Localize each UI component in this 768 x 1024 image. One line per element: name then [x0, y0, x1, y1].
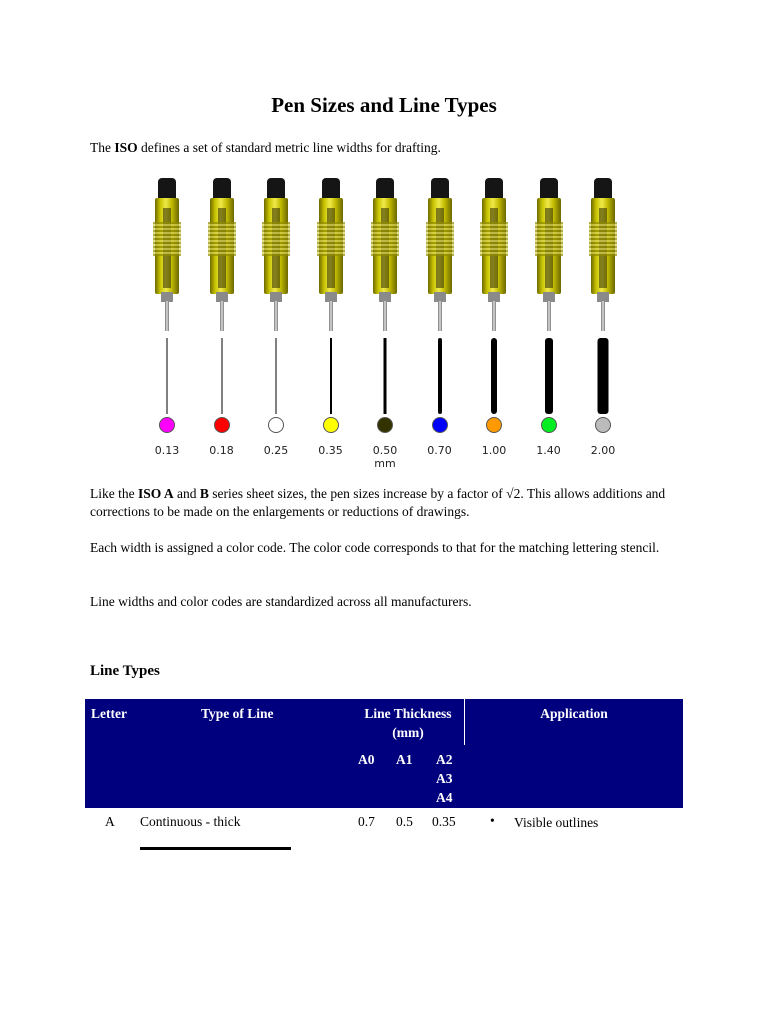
pen-size-label: 0.18	[209, 444, 234, 457]
line-width-sample	[276, 338, 277, 414]
intro-iso: ISO	[114, 140, 138, 155]
header-letter: Letter	[91, 706, 127, 721]
technical-pen-icon	[210, 178, 234, 334]
technical-pen-icon	[428, 178, 452, 334]
technical-pen-icon	[591, 178, 615, 334]
row-application: Visible outlines	[514, 815, 599, 830]
color-code-dot	[159, 417, 175, 433]
header-a1: A1	[396, 752, 413, 767]
pen-size-label: 0.35	[318, 444, 343, 457]
pen-0-35	[304, 178, 358, 478]
technical-pen-icon	[155, 178, 179, 334]
pen-size-chart	[140, 178, 630, 478]
row-type-of-line: Continuous - thick	[140, 814, 241, 829]
header-a3: A3	[436, 771, 453, 786]
sizes-text-1: Like the	[90, 486, 138, 501]
color-code-dot	[268, 417, 284, 433]
pen-0-13	[140, 178, 194, 478]
line-width-sample	[491, 338, 497, 414]
technical-pen-icon	[264, 178, 288, 334]
color-code-dot	[486, 417, 502, 433]
unit-label: mm	[374, 457, 396, 470]
header-line-thickness: Line Thickness (mm)	[364, 706, 452, 740]
pen-size-label: 0.13	[154, 444, 180, 457]
header-a2: A2	[436, 752, 453, 767]
line-sample-continuous-thick	[140, 847, 291, 850]
color-code-dot	[377, 417, 393, 433]
line-width-sample	[438, 338, 442, 414]
technical-pen-icon	[537, 178, 561, 334]
row-a2-a4: 0.35	[432, 814, 456, 829]
header-a0: A0	[358, 752, 375, 767]
line-width-sample	[167, 338, 168, 414]
pen-size-label: 2.00	[590, 444, 616, 457]
pen-1-00	[467, 178, 521, 478]
line-types-heading: Line Types	[90, 663, 160, 679]
color-code-dot	[432, 417, 448, 433]
pen-0-70	[413, 178, 467, 478]
line-width-sample	[384, 338, 387, 414]
standardized-paragraph: Line widths and color codes are standardized across all manufacturers.	[90, 594, 472, 609]
pen-size-label: 0.25	[263, 444, 289, 457]
intro-text-before: The	[90, 140, 115, 155]
color-code-dot	[541, 417, 557, 433]
page-title: Pen Sizes and Line Types	[271, 93, 497, 117]
pen-size-label: 1.40	[536, 444, 561, 457]
pen-size-label: 0.50	[372, 444, 398, 457]
row-a0: 0.7	[358, 814, 375, 829]
line-width-sample	[545, 338, 553, 414]
color-code-paragraph: Each width is assigned a color code. The color code corresponds to that for the matching lettering stencil.	[90, 540, 660, 555]
pen-0-18	[195, 178, 249, 478]
technical-pen-icon	[482, 178, 506, 334]
line-width-sample	[598, 338, 609, 414]
header-type-of-line: Type of Line	[201, 706, 274, 721]
pen-2-00	[576, 178, 630, 478]
pen-size-label: 1.00	[481, 444, 507, 457]
table-header	[85, 699, 683, 808]
sizes-iso-a: ISO A	[137, 486, 174, 501]
sizes-text-3: series sheet sizes, the pen sizes increase by a factor of √2. This allows additions and corrections to be made on the enlargements or reductions of drawings.	[90, 486, 666, 519]
line-width-sample	[221, 338, 222, 414]
pen-1-40	[522, 178, 576, 478]
color-code-dot	[595, 417, 611, 433]
technical-pen-icon	[319, 178, 343, 334]
sizes-paragraph	[90, 485, 690, 521]
pen-size-label: 0.70	[427, 444, 452, 457]
sizes-text-2: and	[173, 486, 200, 501]
pen-0-50	[358, 178, 412, 478]
technical-pen-icon	[373, 178, 397, 334]
header-a4: A4	[436, 790, 453, 805]
intro-text-after: defines a set of standard metric line widths for drafting.	[137, 140, 441, 155]
row-a1: 0.5	[396, 814, 413, 829]
line-width-sample	[330, 338, 332, 414]
color-code-dot	[214, 417, 230, 433]
header-application: Application	[540, 706, 608, 721]
bullet-icon: •	[490, 813, 495, 828]
color-code-dot	[323, 417, 339, 433]
pen-0-25	[249, 178, 303, 478]
sizes-b: B	[199, 486, 209, 501]
row-letter: A	[105, 814, 115, 829]
intro-paragraph	[90, 139, 690, 157]
